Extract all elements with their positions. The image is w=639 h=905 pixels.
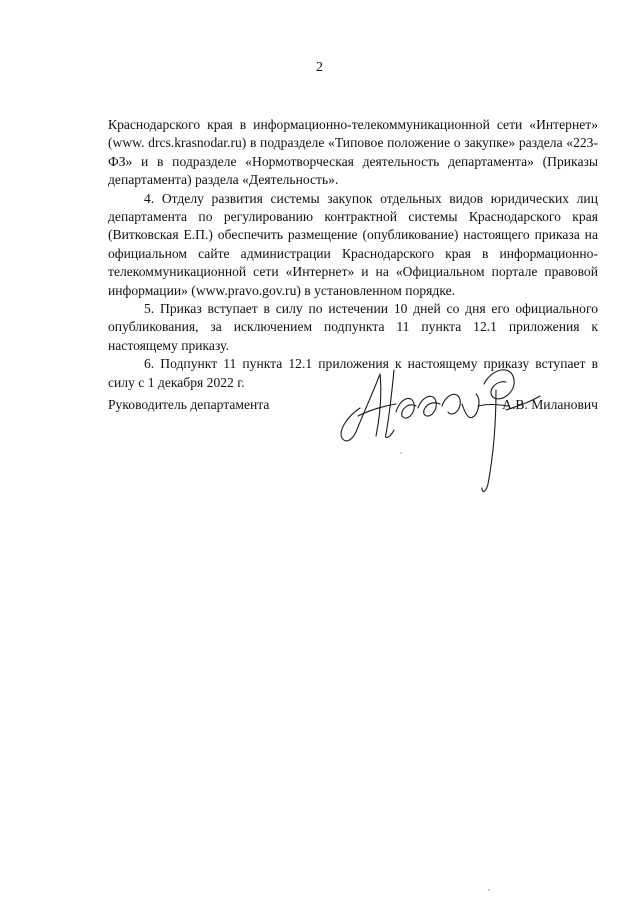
signature-block <box>108 397 598 417</box>
scan-speck <box>488 889 490 891</box>
signatory-name: А.В. Миланович <box>502 397 598 412</box>
paragraph-item-4: 4. Отделу развития системы закупок отдельных видов юридических лиц департамента по регулированию контрактной системы Краснодарского края (Витковская Е.П.) обеспечить размещение (опубликование) настоящего приказа на официальном сайте администрации Краснодарского края в информационно-телекоммуникационной сети «Интернет» и на «Официальном портале правовой информации» (www.pravo.gov.ru) в установленном порядке. <box>108 190 598 298</box>
document-body <box>108 116 598 392</box>
page-number: 2 <box>316 60 323 75</box>
signatory-position: Руководитель департамента <box>108 397 270 412</box>
paragraph-item-6: 6. Подпункт 11 пункта 12.1 приложения к настоящему приказу вступает в силу с 1 декабря 2022 г. <box>108 356 598 390</box>
paragraph-continuation: Краснодарского края в информационно-телекоммуникационной сети «Интернет» (www. drcs.krasnodar.ru) в подразделе «Типовое положение о закупке» раздела «223-ФЗ» и в подразделе «Нормотворческая деятельность департамента» (Приказы департамента) раздела «Деятельность». <box>108 117 598 188</box>
handwritten-signature <box>336 360 546 500</box>
scan-speck <box>400 452 402 454</box>
paragraph-item-5: 5. Приказ вступает в силу по истечении 10 дней со дня его официального опубликования, за исключением подпункта 11 пункта 12.1 приложения к настоящему приказу. <box>108 301 598 353</box>
